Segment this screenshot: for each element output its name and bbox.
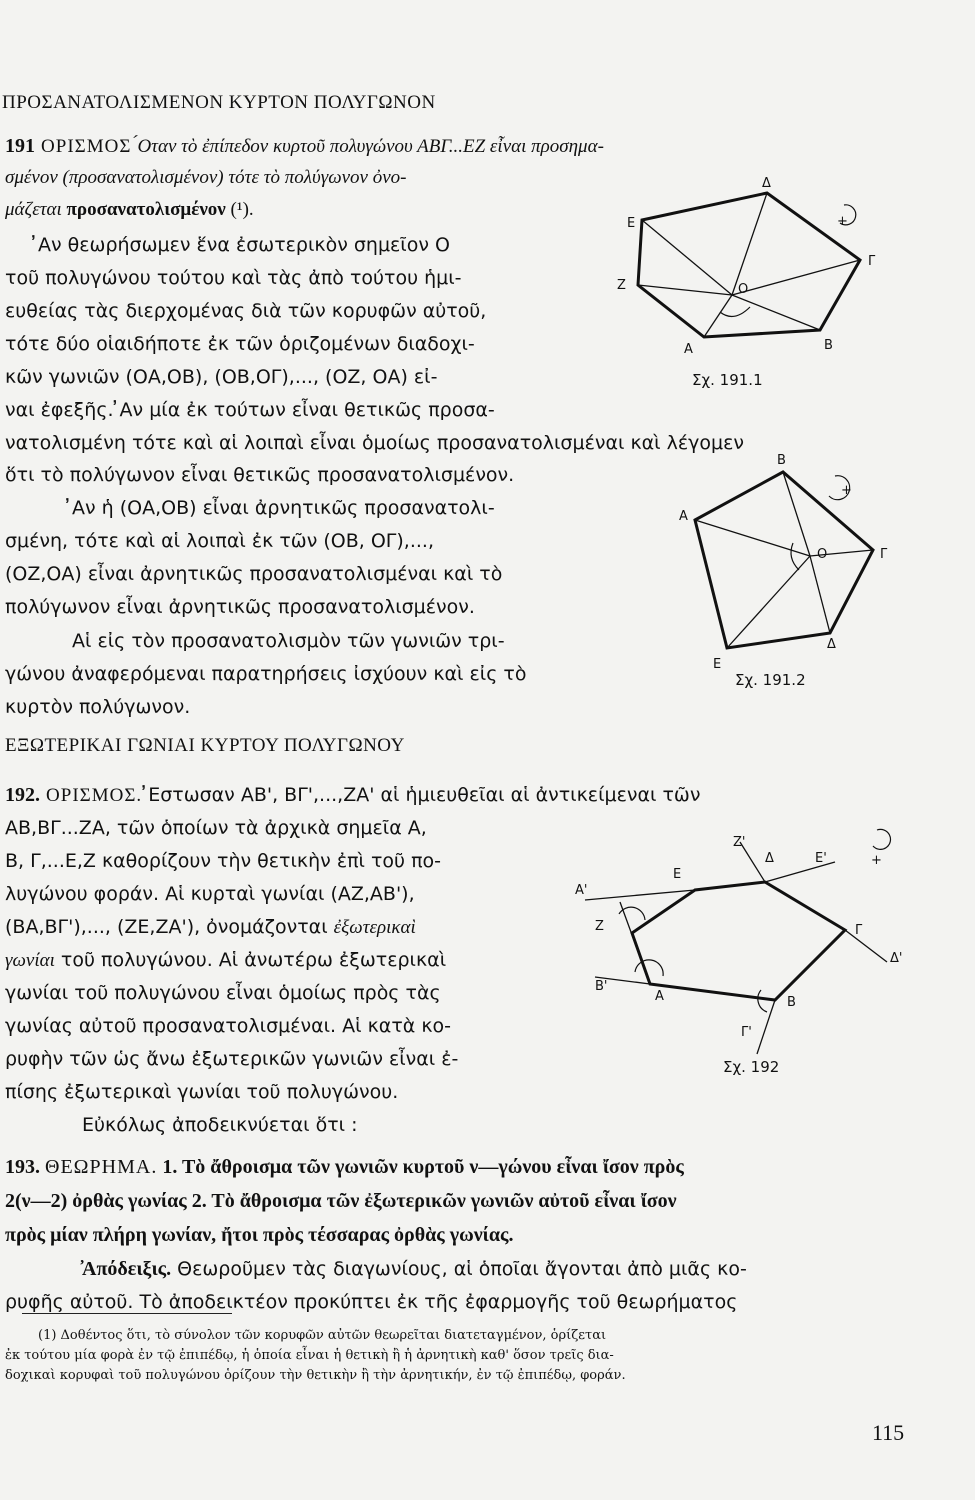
label-plus: + — [837, 214, 848, 229]
proof-line-2: ρυφῆς αὐτοῦ. Τὸ ἀποδεικτέον προκύπτει ἐκ τῆς ἐφαρμογῆς τοῦ θεωρήματος — [5, 1291, 738, 1313]
def-192-line-9: ρυφὴν τῶν ὡς ἄνω ἐξωτερικῶν γωνιῶν εἶναι ἐ- — [5, 1048, 459, 1070]
def-192-line-6b: τοῦ πολυγώνου. Αἱ ἀνωτέρω ἐξωτερικαὶ — [54, 949, 447, 971]
para-191b-line-1: ̓Αν ἡ (ΟΑ,ΟΒ) εἶναι ἀρνητικῶς προσανατολι- — [72, 497, 495, 519]
para-191-line-8: ὅτι τὸ πολύγωνον εἶναι θετικῶς προσανατολισμένον. — [5, 464, 515, 486]
def-192-line-4: λυγώνου φοράν. Αἱ κυρταὶ γωνίαι (ΑΖ,ΑΒ'), — [5, 883, 415, 905]
theorem-193-text-a: 1. Τὸ ἄθροισμα τῶν γωνιῶν κυρτοῦ ν—γώνου εἶναι ἴσον πρὸς — [162, 1156, 684, 1178]
label-G-2: Γ — [880, 547, 888, 562]
def-192-line-10: πίσης ἐξωτερικαὶ γωνίαι τοῦ πολυγώνου. — [5, 1081, 399, 1103]
label-D-2: Δ — [827, 637, 836, 652]
proof-text-1: Θεωροῦμεν τὰς διαγωνίους, αἱ ὁποῖαι ἄγονται ἀπὸ μιᾶς κο- — [171, 1258, 747, 1280]
label-B-3: Β — [787, 995, 796, 1010]
page-number: 115 — [872, 1420, 905, 1445]
def-192-line-5 — [5, 914, 416, 941]
pentagon-outline — [695, 472, 873, 648]
para-191c-line-3: κυρτὸν πολύγωνον. — [5, 696, 191, 718]
label-plus-3: + — [871, 853, 882, 868]
theorem-193-line-2: 2(ν—2) ὀρθὰς γωνίας 2. Τὸ ἄθροισμα τῶν ἐξωτερικῶν γωνιῶν αὐτοῦ εἶναι ἴσον — [5, 1190, 677, 1212]
figure-caption-191-2: Σχ. 191.2 — [735, 671, 806, 689]
def-192-line-11: Εὐκόλως ἀποδεικνύεται ὅτι : — [82, 1114, 358, 1136]
ray-OG — [732, 260, 860, 295]
label-Zp: Ζ' — [733, 835, 746, 850]
label-Ap: Α' — [575, 883, 588, 898]
def-191-line-1 — [5, 133, 604, 160]
para-191b-line-2: σμένη, τότε καὶ αἱ λοιπαὶ ἐκ τῶν (ΟΒ, ΟΓ),..., — [5, 530, 435, 552]
polygon-outline — [638, 193, 860, 337]
section-heading-oriented-polygon: ΠΡΟΣΑΝΑΤΟΛΙΣΜΕΝΟΝ ΚΥΡΤΟΝ ΠΟΛΥΓΩΝΟΝ — [2, 92, 436, 113]
ray-OA-2 — [695, 520, 810, 556]
para-191-line-4: τότε δύο οἱαιδήποτε ἐκ τῶν ὁριζομένων διαδοχι- — [5, 333, 475, 355]
para-191-line-2: τοῦ πολυγώνου τούτου καὶ τὰς ἀπὸ τούτου ἡμι- — [5, 267, 462, 289]
figure-caption-192: Σχ. 192 — [723, 1058, 780, 1076]
proof-label: ̓Απόδειξις. — [82, 1258, 172, 1280]
section-number-193: 193. — [5, 1156, 40, 1178]
def-192-line-2: ΑΒ,ΒΓ...ΖΑ, τῶν ὁποίων τὰ ἀρχικὰ σημεῖα Α, — [5, 817, 427, 839]
ext-GDp — [845, 930, 887, 962]
label-O-2: Ο — [817, 547, 828, 562]
definition-title-192: ΟΡΙΣΜΟΣ. — [46, 785, 143, 806]
footnote-line-1: (1) Δοθέντος ὅτι, τὸ σύνολον τῶν κορυφῶν αὐτῶν θεωρεῖται διατεταγμένον, ὁρίζεται — [38, 1328, 607, 1343]
para-191c-line-2: γώνου ἀναφερόμεναι παρατηρήσεις ἰσχύουν καὶ εἰς τὸ — [5, 663, 527, 685]
term-oriented: προσανατολισμένον — [66, 199, 226, 220]
def-192-line-1 — [5, 782, 700, 809]
label-Gp: Γ' — [741, 1025, 752, 1040]
orientation-arrow-icon-3 — [873, 829, 890, 849]
figure-caption-191-1: Σχ. 191.1 — [692, 371, 763, 389]
ray-OD-2 — [810, 556, 830, 633]
label-D: Δ — [762, 176, 771, 191]
label-Dp: Δ' — [890, 951, 903, 966]
section-number-192: 192. — [5, 784, 40, 806]
para-191b-line-3: (ΟΖ,ΟΑ) εἶναι ἀρνητικῶς προσανατολισμέναι καὶ τὸ — [5, 563, 503, 585]
definition-title-191: ΟΡΙΣΜΟΣ — [41, 136, 132, 157]
def-192-line-5a: (ΒΑ,ΒΓ'),..., (ΖΕ,ΖΑ'), ὀνομάζονται — [5, 916, 334, 938]
label-E-3: Ε — [673, 867, 682, 882]
label-E-2: Ε — [713, 657, 722, 672]
label-O: Ο — [738, 282, 749, 297]
label-A-2: Α — [679, 509, 688, 524]
label-A: Α — [684, 342, 693, 357]
label-Bp: Β' — [595, 979, 608, 994]
ray-OD — [732, 193, 767, 295]
para-191c-line-1: Αἱ εἰς τὸν προσανατολισμὸν τῶν γωνιῶν τρι- — [72, 630, 505, 652]
ext-ZAp — [585, 890, 695, 900]
label-B-2: Β — [777, 453, 786, 468]
term-exterior: ἐξωτερικαὶ — [333, 917, 416, 938]
def-192-line-6 — [5, 947, 446, 974]
para-191b-line-4: πολύγωνον εἶναι ἀρνητικῶς προσανατολισμένον. — [5, 596, 475, 618]
theorem-title-193: ΘΕΩΡΗΜΑ. — [45, 1156, 158, 1178]
label-E: Ε — [627, 216, 636, 231]
section-heading-exterior-angles: ΕΞΩΤΕΡΙΚΑΙ ΓΩΝΙΑΙ ΚΥΡΤΟΥ ΠΟΛΥΓΩΝΟΥ — [5, 735, 405, 756]
def-191-line-2: σμένον (προσανατολισμένον) τότε τὸ πολύγωνον ὀνο- — [5, 167, 407, 188]
footnote-line-3: δοχικαὶ κορυφαὶ τοῦ πολυγώνου ὁρίζουν τὴν θετικὴν ἢ τὴν ἀρνητικήν, ἐν τῷ ἐπιπέδῳ, φοράν. — [5, 1368, 626, 1383]
footnote-ref: (¹). — [225, 199, 254, 220]
para-191-line-7: νατολισμένη τότε καὶ αἱ λοιπαὶ εἶναι ὁμοίως προσανατολισμέναι καὶ λέγομεν — [5, 432, 744, 454]
ray-OB — [732, 295, 820, 330]
angle-arc-2 — [791, 543, 799, 570]
label-plus-2: + — [841, 483, 852, 498]
proof-line-1 — [82, 1256, 747, 1282]
label-Z-3: Ζ — [595, 919, 604, 934]
theorem-193-line-1 — [5, 1153, 684, 1181]
label-A-3: Α — [655, 989, 664, 1004]
label-G: Γ — [868, 254, 876, 269]
ray-OE-2 — [727, 556, 810, 648]
extension-lines — [585, 842, 887, 1054]
def-192-line-3: Β, Γ,...Ε,Ζ καθορίζουν τὴν θετικὴν ἐπὶ τοῦ πο- — [5, 850, 442, 872]
figure-192 — [575, 822, 915, 1082]
footnote-rule — [22, 1313, 232, 1314]
def-192-line-8: γωνίας αὐτοῦ προσανατολισμέναι. Αἱ κατὰ κο- — [5, 1015, 452, 1037]
section-number-191: 191 — [5, 135, 35, 157]
para-191-line-6: ναι ἐφεξῆς. ̓Αν μία ἐκ τούτων εἶναι θετικῶς προσα- — [5, 399, 495, 421]
theorem-193-line-3: πρὸς μίαν πλήρη γωνίαν, ἤτοι πρὸς τέσσαρας ὀρθὰς γωνίας. — [5, 1224, 514, 1246]
label-D-3: Δ — [765, 851, 774, 866]
def-191-line-3 — [5, 197, 254, 223]
angle-arc-A — [635, 960, 663, 976]
def-191-line-3a: μάζεται — [5, 199, 67, 220]
label-Ep: Ε' — [815, 851, 827, 866]
footnote-line-2: ἐκ τούτου μία φορὰ ἐν τῷ ἐπιπέδῳ, ἡ ὁποία εἶναι ἡ θετικὴ ἢ ἡ ἀρνητικὴ καθ' ὅσον τρεῖς δια- — [5, 1348, 614, 1363]
para-191-line-5: κῶν γωνιῶν (ΟΑ,ΟΒ), (ΟΒ,ΟΓ),..., (ΟΖ, ΟΑ) εἰ- — [5, 366, 438, 388]
angle-arc-Z — [619, 907, 645, 920]
figure-191-2 — [675, 448, 905, 693]
label-Z: Ζ — [617, 278, 626, 293]
ray-OZ — [638, 285, 732, 295]
ray-OE — [642, 220, 732, 295]
label-G-3: Γ — [855, 923, 863, 938]
def-192-line-7: γωνίαι τοῦ πολυγώνου εἶναι ὁμοίως πρὸς τὰς — [5, 982, 441, 1004]
para-191-line-3: ευθείας τὰς διερχομένας διὰ τῶν κορυφῶν αὐτοῦ, — [5, 300, 487, 322]
term-angles: γωνίαι — [5, 950, 55, 971]
definition-text-192-a: ̓Εστωσαν ΑΒ', ΒΓ',...,ΖΑ' αἱ ἡμιευθεῖαι αἱ ἀντικείμεναι τῶν — [148, 784, 701, 806]
definition-text-191-a: ́Οταν τὸ ἐπίπεδον κυρτοῦ πολυγώνου ΑΒΓ...ΕΖ εἶναι προσημα- — [137, 136, 604, 157]
ext-BGp — [757, 1000, 775, 1054]
figure-191-1 — [612, 175, 902, 395]
para-191-line-1: ̓Αν θεωρήσωμεν ἕνα ἐσωτερικὸν σημεῖον Ο — [38, 234, 450, 256]
hexagon-outline — [632, 882, 845, 1000]
angle-arc — [720, 307, 750, 316]
label-B: Β — [824, 338, 833, 353]
angle-arc-B — [758, 990, 767, 1012]
